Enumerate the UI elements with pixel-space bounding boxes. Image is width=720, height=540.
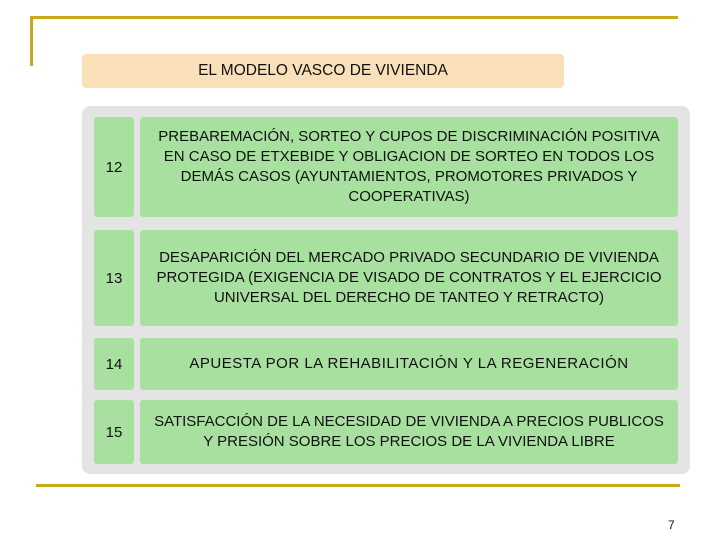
row-text-15: SATISFACCIÓN DE LA NECESIDAD DE VIVIENDA A PRECIOS PUBLICOS Y PRESIÓN SOBRE LOS PRECIOS DE LA VIVIENDA LIBRE xyxy=(140,400,678,464)
left-border-line xyxy=(30,16,33,66)
row-text-12: PREBAREMACIÓN, SORTEO Y CUPOS DE DISCRIMINACIÓN POSITIVA EN CASO DE ETXEBIDE Y OBLIGACION DE SORTEO EN TODOS LOS DEMÁS CASOS (AYUNTAMIENTOS, PROMOTORES PRIVADOS Y COOPERATIVAS) xyxy=(140,117,678,217)
row-text-14: APUESTA POR LA REHABILITACIÓN Y LA REGENERACIÓN xyxy=(140,338,678,390)
page-number: 7 xyxy=(668,518,675,532)
row-number-13: 13 xyxy=(94,230,134,326)
row-number-15: 15 xyxy=(94,400,134,464)
row-number-14: 14 xyxy=(94,338,134,390)
bottom-border-line xyxy=(36,484,680,487)
top-border-line xyxy=(30,16,678,19)
row-number-12: 12 xyxy=(94,117,134,217)
slide-title: EL MODELO VASCO DE VIVIENDA xyxy=(198,62,448,79)
title-bar xyxy=(82,54,564,88)
row-text-13: DESAPARICIÓN DEL MERCADO PRIVADO SECUNDARIO DE VIVIENDA PROTEGIDA (EXIGENCIA DE VISADO DE CONTRATOS Y EL EJERCICIO UNIVERSAL DEL DERECHO DE TANTEO Y RETRACTO) xyxy=(140,230,678,326)
